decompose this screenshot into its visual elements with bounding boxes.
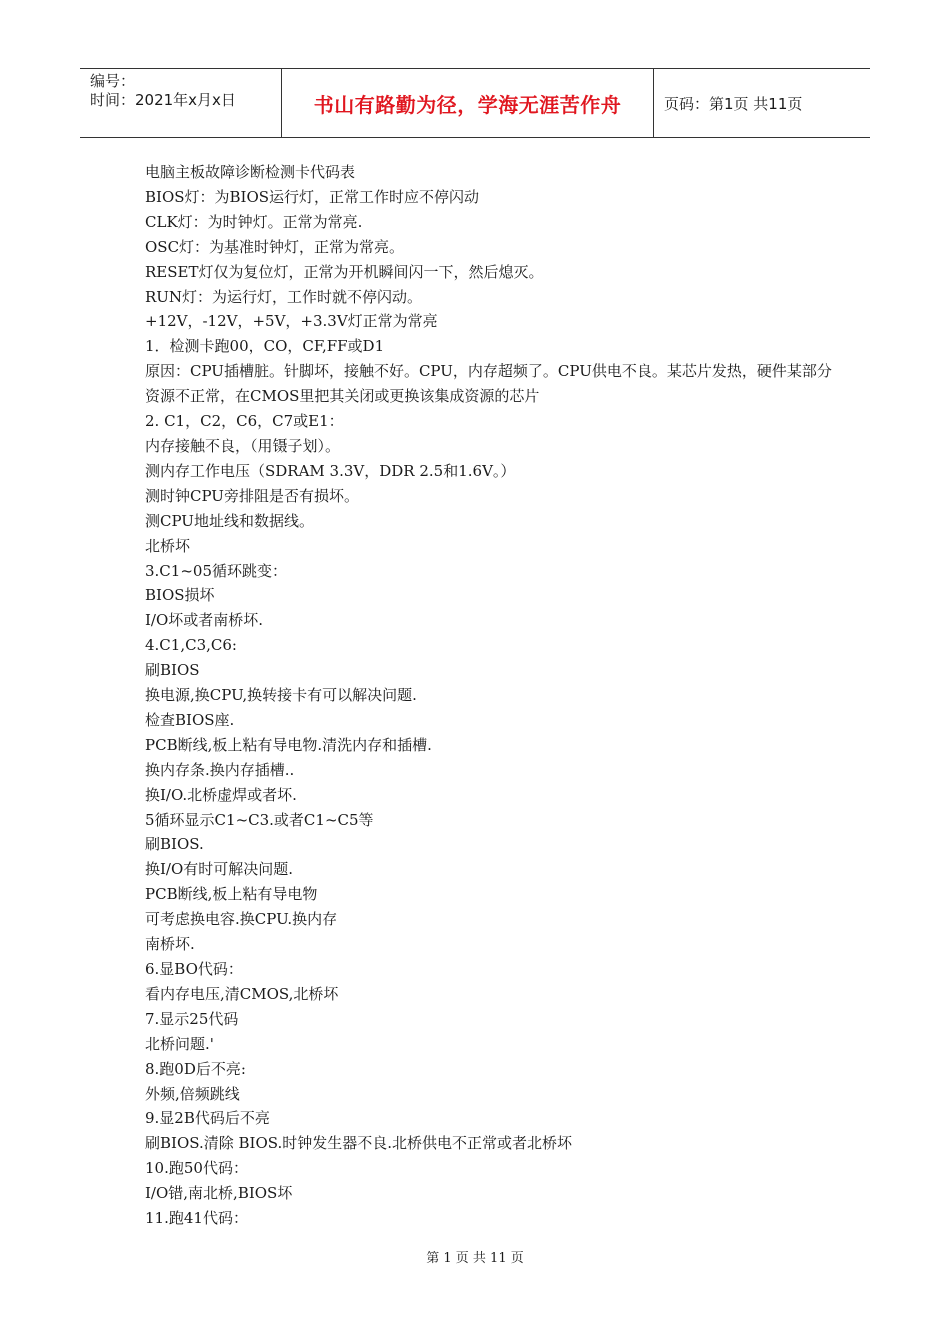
body-line: 10.跑50代码： [145, 1159, 248, 1178]
page-footer: 第 1 页 共 11 页 [426, 1251, 524, 1266]
body-line: 外频,倍频跳线 [145, 1084, 240, 1103]
body-line: 北桥坏 [145, 536, 191, 555]
body-line: I/O坏或者南桥坏. [145, 611, 264, 630]
body-line: 刷BIOS [145, 661, 200, 680]
document-body [145, 160, 835, 1231]
body-line: 9.显2B代码后不亮 [145, 1109, 270, 1128]
body-line: 刷BIOS. [145, 835, 204, 854]
page-info: 页码：第1页 共11页 [664, 94, 803, 113]
motto-text: 书山有路勤为径，学海无涯苦作舟 [313, 92, 622, 117]
body-line: 北桥问题.' [145, 1034, 214, 1053]
body-line: 2. C1，C2，C6，C7或E1： [145, 412, 344, 431]
body-line: 8.跑0D后不亮: [145, 1059, 246, 1078]
body-line: I/O错,南北桥,BIOS坏 [145, 1184, 293, 1203]
header-meta-cell [80, 69, 282, 137]
date-line: 时间：2021年x月x日 [90, 91, 236, 109]
header-page-cell [654, 69, 870, 137]
body-line: 4.C1,C3,C6: [145, 636, 237, 655]
body-line: PCB断线,板上粘有导电物 [145, 885, 318, 904]
serial-number-label: 编号： [90, 72, 136, 90]
body-line: 换I/O有时可解决问题. [145, 860, 294, 879]
body-line: 可考虑换电容.换CPU.换内存 [145, 910, 338, 929]
body-line: OSC灯：为基准时钟灯，正常为常亮。 [145, 237, 405, 256]
body-line: 6.显BO代码： [145, 960, 243, 978]
body-line: 7.显示25代码 [145, 1009, 239, 1028]
body-line: 3.C1~05循环跳变： [145, 561, 287, 580]
body-line: 内存接触不良，（用镊子划）。 [145, 436, 341, 455]
document-title: 电脑主板故障诊断检测卡代码表 [145, 163, 356, 181]
header-motto-cell [282, 69, 654, 137]
body-line: 换电源,换CPU,换转接卡有可以解决问题. [145, 686, 417, 705]
body-line: 看内存电压,清CMOS,北桥坏 [145, 984, 339, 1003]
body-line: 南桥坏. [145, 935, 195, 954]
body-line: 原因：CPU插槽脏。针脚坏，接触不好。CPU，内存超频了。CPU供电不良。某芯片发热，硬件某部分资源不正常，在CMOS里把其关闭或更换该集成资源的芯片 [145, 362, 832, 406]
body-line: RESET灯仅为复位灯，正常为开机瞬间闪一下，然后熄灭。 [145, 262, 544, 281]
body-line: 1．检测卡跑00，CO，CF,FF或D1 [145, 337, 385, 356]
body-line: 测内存工作电压（SDRAM 3.3V，DDR 2.5和1.6V。） [145, 461, 516, 480]
body-line: RUN灯：为运行灯，工作时就不停闪动。 [145, 287, 423, 306]
body-line: 刷BIOS.清除 BIOS.时钟发生器不良.北桥供电不正常或者北桥坏 [145, 1134, 573, 1153]
document-header [80, 68, 870, 138]
body-line: 测时钟CPU旁排阻是否有损坏。 [145, 486, 359, 505]
body-line: CLK灯：为时钟灯。正常为常亮. [145, 212, 363, 231]
body-line: BIOS损坏 [145, 586, 215, 605]
body-line: BIOS灯：为BIOS运行灯，正常工作时应不停闪动 [145, 187, 480, 206]
body-line: PCB断线,板上粘有导电物.清洗内存和插槽. [145, 735, 432, 754]
body-line: 换内存条.换内存插槽.. [145, 760, 295, 779]
body-line: 检查BIOS座. [145, 710, 235, 729]
body-line: 换I/O.北桥虚焊或者坏. [145, 785, 297, 804]
body-line: 测CPU地址线和数据线。 [145, 511, 314, 530]
body-line: 5循环显示C1~C3.或者C1~C5等 [145, 810, 374, 829]
body-line: 11.跑41代码： [145, 1209, 248, 1228]
body-line: +12V，-12V，+5V，+3.3V灯正常为常亮 [145, 312, 438, 331]
